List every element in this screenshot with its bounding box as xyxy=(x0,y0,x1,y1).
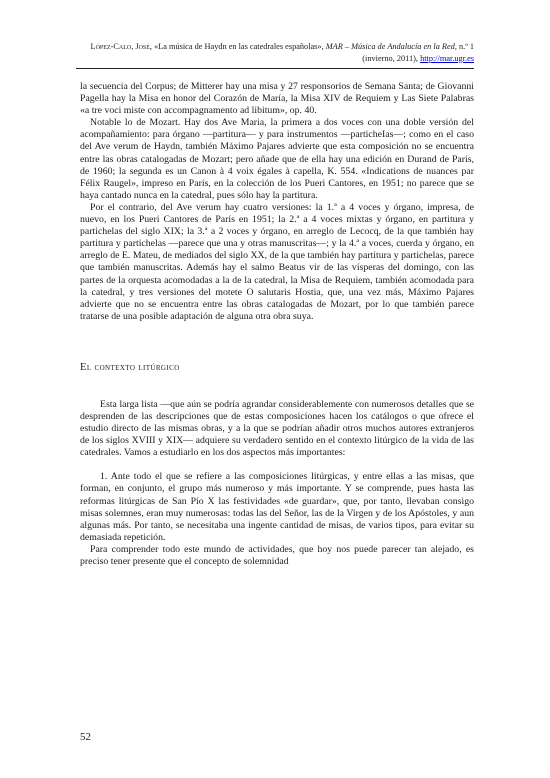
paragraph-3: Por el contrario, del Ave verum hay cuatro versiones: la 1.ª a 4 voces y órgano, impresa, de nuevo, en los Pueri Cantores de París en 1951; la 2.ª a 4 voces mixtas y órgano, en partitura y partichelas del siglo XIX; la 3.ª a 2 voces y órgano, en arreglo de Lecocq, de la que también hay partitura y partichelas —parece que una y otras manuscritas—; y la 4.ª a voces, cuerda y órgano, en arreglo de E. Mateu, de mediados del siglo XX, de la que también hay partitura y partichelas, parece que también manuscritas. Además hay el salmo Beatus vir de las vísperas del domingo, con las partes de la orquesta acomodadas a la de la catedral, la Misa de Requiem, también acomodada para la catedral, y tres versiones del motete O salutaris Hostia, que, una vez más, Máximo Pajares advierte que no se encuentra entre las obras catalogadas de Mozart, por lo que también parece tratarse de una posible adaptación de alguna otra obra suya. xyxy=(80,201,474,322)
section-heading: El contexto litúrgico xyxy=(80,361,180,373)
header-issue: , n.º 1 (invierno, 2011), xyxy=(362,42,474,63)
paragraph-2: Notable lo de Mozart. Hay dos Ave Maria, la primera a dos voces con una doble versión del acompañamiento: para órgano —partitura— y para instrumentos —particheIas—; como en el caso del Ave verum de Haydn, también Máximo Pajares advierte que esta composición no se encuentra entre las obras catalogadas de Mozart; pero añade que de ella hay una edición en Durand de París, de 1960; la segunda es un Canon à 4 voix égales à capella, K. 554. «Indications de nuances par Félix Raugel», impreso en París, en la colección de los Pueri Cantores, en 1951; no parece que se haya cantado nunca en la catedral, pues sólo hay la partitura. xyxy=(80,117,474,201)
paragraph-6: Para comprender todo este mundo de actividades, que hoy nos puede parecer tan alejado, es preciso tener presente que el concepto de solemnidad xyxy=(80,543,474,567)
header-author: López-Calo, José, xyxy=(90,42,152,51)
header-url-link[interactable]: http://mar.ugr.es xyxy=(420,54,474,63)
body-text xyxy=(80,81,474,568)
header-article-title: «La música de Haydn en las catedrales españolas», xyxy=(154,42,324,51)
page-number: 52 xyxy=(80,731,91,743)
paragraph-4: Esta larga lista —que aún se podría agrandar considerablemente con numerosos detalles que se desprenden de las descripciones que de estas composiciones hacen los catálogos o que ofrece el estudio directo de las mismas obras, y a la que se podrían añadir otros muchos autores extranjeros de los siglos XVIII y XIX— adquiere su verdadero sentido en el contexto litúrgico de la vida de las catedrales. Vamos a estudiarlo en los dos aspectos más importantes: xyxy=(80,398,474,459)
header-divider xyxy=(76,68,474,69)
header-journal: MAR – Música de Andalucía en la Red xyxy=(325,42,455,51)
paragraph-5: 1. Ante todo el que se refiere a las composiciones litúrgicas, y entre ellas a las misas, que forman, en conjunto, el grupo más numeroso y más importante. Y se comprende, pues hasta las reformas litúrgicas de San Pío X las festividades «de guardar», que, por tanto, llevaban consigo misas solemnes, eran muy numerosas: todas las del Señor, las de la Virgen y de los Apóstoles, y aun algunas más. Por tanto, se necesitaba una ingente cantidad de misas, de varios tipos, para evitar su demasiada repetición. xyxy=(80,471,474,543)
running-header xyxy=(76,41,474,65)
paragraph-1: la secuencia del Corpus; de Mitterer hay una misa y 27 responsorios de Semana Santa; de Giovanni Pagella hay la Misa en honor del Corazón de María, la Misa XIV de Requiem y Las Siete Palabras «a tre voci miste con accompagnamento ad libitum», op. 40. xyxy=(80,81,474,117)
